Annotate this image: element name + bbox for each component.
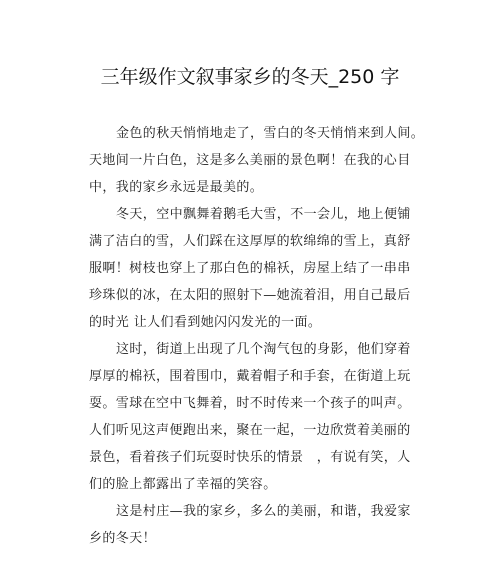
essay-line: 景色，看着孩子们玩耍时快乐的情景 ，有说有笑，人 bbox=[89, 450, 411, 465]
essay-line: 满了洁白的雪，人们踩在这厚厚的软绵绵的雪上，真舒 bbox=[89, 234, 411, 249]
document-title: 三年级作文叙事家乡的冬天_250 字 bbox=[100, 66, 400, 88]
essay-line: 冬天，空中飘舞着鹅毛大雪，不一会儿，地上便铺 bbox=[116, 207, 411, 222]
essay-line: 中，我的家乡永远是最美的。 bbox=[89, 180, 264, 195]
essay-line: 珍珠似的冰，在太阳的照射下—她流着泪，用自己最后 bbox=[89, 288, 411, 303]
essay-body bbox=[89, 120, 429, 552]
essay-line: 耍。雪球在空中飞舞着，时不时传来一个孩子的叫声。 bbox=[89, 396, 411, 411]
essay-line: 金色的秋天悄悄地走了，雪白的冬天悄悄来到人间。 bbox=[116, 126, 425, 141]
essay-line: 这是村庄—我的家乡，多么的美丽，和谐，我爱家 bbox=[116, 504, 411, 519]
essay-line: 厚厚的棉袄，围着围巾，戴着帽子和手套，在街道上玩 bbox=[89, 369, 411, 384]
essay-line: 的时光 让人们看到她闪闪发光的一面。 bbox=[89, 315, 322, 330]
essay-line: 人们听见这声便跑出来，聚在一起，一边欣赏着美丽的 bbox=[89, 423, 411, 438]
essay-line: 天地间一片白色，这是多么美丽的景色啊！在我的心目 bbox=[89, 153, 411, 168]
essay-line: 服啊！树枝也穿上了那白色的棉袄，房屋上结了一串串 bbox=[89, 261, 411, 276]
essay-line: 们的脸上都露出了幸福的笑容。 bbox=[89, 477, 277, 492]
essay-line: 乡的冬天！ bbox=[89, 531, 157, 546]
essay-line: 这时，街道上出现了几个淘气包的身影，他们穿着 bbox=[116, 342, 411, 357]
